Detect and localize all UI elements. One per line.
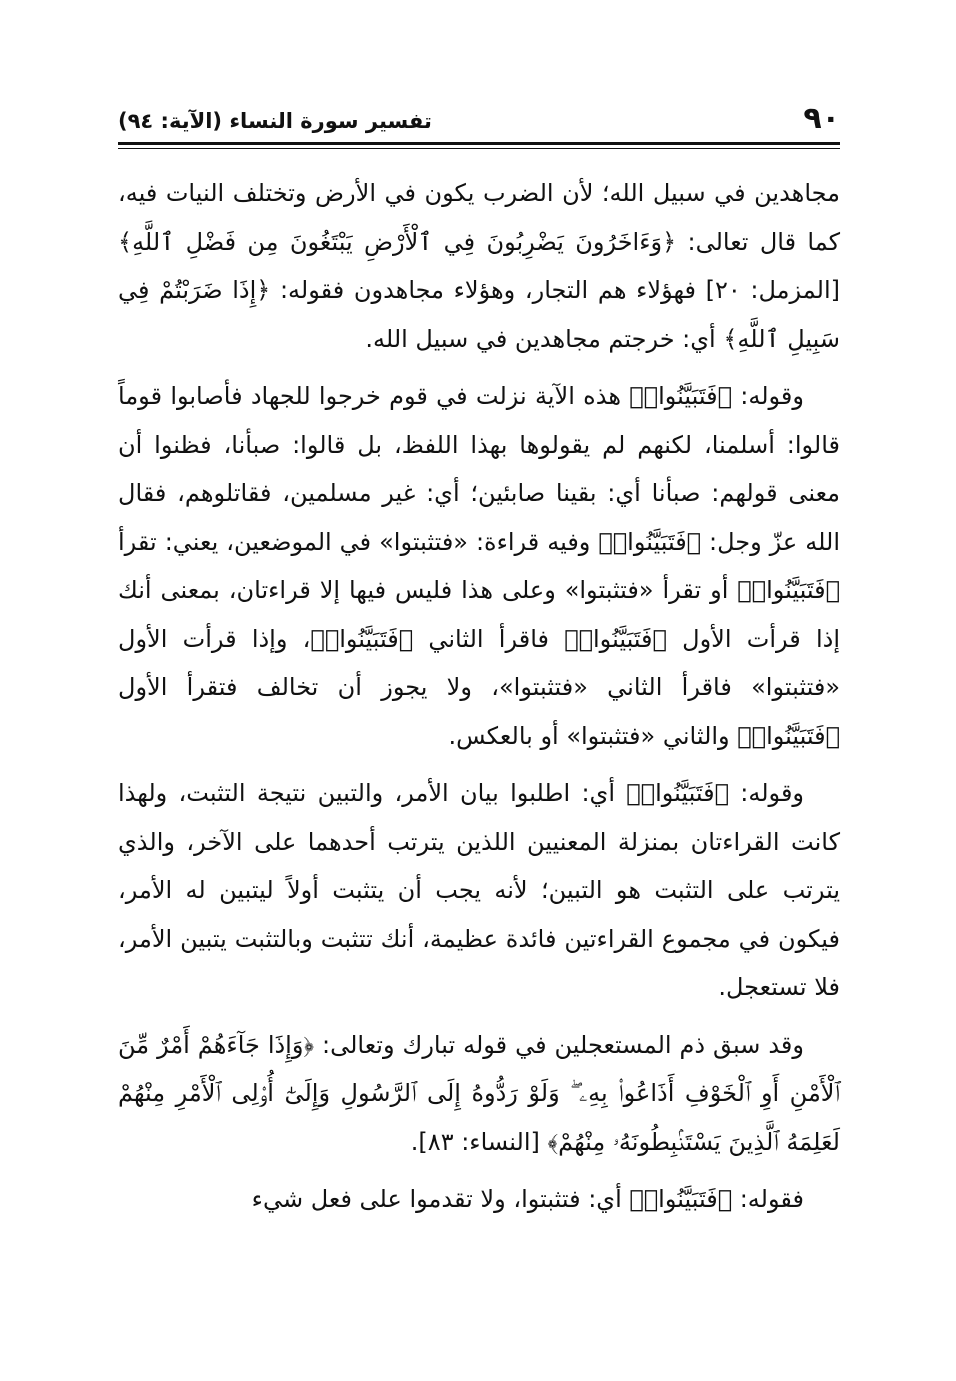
paragraph: فقوله: ﴿فَتَبَيَّنُوا۟﴾ أي: فتثبتوا، ولا تقدموا على فعل شيء — [251, 1185, 804, 1213]
paragraph: وقوله: ﴿فَتَبَيَّنُوا۟﴾ أي: اطلبوا بيان الأمر، والتبين نتيجة التثبت، ولهذا كانت القراءتان بمنزلة المعنيين اللذين يترتب أحدهما على الآخر، والذي يترتب على التثبت هو التبين؛ لأنه يجب أن يتثبت أولاً ليتبين له الأمر، فيكون في مجموع القراءتين فائدة عظيمة، أنك تتثبت وبالتثبت يتبين الأمر، فلا تستعجل. — [118, 779, 840, 1001]
body-text — [118, 169, 840, 1224]
book-page — [118, 88, 840, 1233]
paragraph: وقوله: ﴿فَتَبَيَّنُوا۟﴾ هذه الآية نزلت في قوم خرجوا للجهاد فأصابوا قوماً قالوا: أسلمنا، لكنهم لم يقولوها بهذا اللفظ، بل قالوا: صبأنا، فظنوا أن معنى قولهم: صبأنا أي: بقينا صابئين؛ أي: غير مسلمين، فقاتلوهم، فقال الله عزّ وجل: ﴿فَتَبَيَّنُوا۟﴾ وفيه قراءة: «فتثبتوا» في الموضعين، يعني: تقرأ ﴿فَتَبَيَّنُوا۟﴾ أو تقرأ «فتثبتوا» وعلى هذا فليس فيها إلا قراءتان، بمعنى أنك إذا قرأت الأول ﴿فَتَبَيَّنُوا۟﴾ فاقرأ الثاني ﴿فَتَبَيَّنُوا۟﴾، وإذا قرأت الأول «فتثبتوا» فاقرأ الثاني «فتثبتوا»، ولا يجوز أن تخالف فتقرأ الأول ﴿فَتَبَيَّنُوا۟﴾ والثاني «فتثبتوا» أو بالعكس. — [118, 382, 840, 750]
paragraph: وقد سبق ذم المستعجلين في قوله تبارك وتعالى: ﴿وَإِذَا جَآءَهُمْ أَمْرٌ مِّنَ ٱلْأَمْنِ أَوِ ٱلْخَوْفِ أَذَاعُوا۟ بِهِۦ ۖ وَلَوْ رَدُّوهُ إِلَى ٱلرَّسُولِ وَإِلَىٰٓ أُو۟لِى ٱلْأَمْرِ مِنْهُمْ لَعَلِمَهُ ٱلَّذِينَ يَسْتَنۢبِطُونَهُۥ مِنْهُمْ﴾ [النساء: ٨٣]. — [118, 1030, 840, 1156]
page-number: ٩٠ — [803, 101, 840, 136]
paragraph: مجاهدين في سبيل الله؛ لأن الضرب يكون في الأرض وتختلف النيات فيه، كما قال تعالى: ﴿وَءَاخَرُونَ يَضْرِبُونَ فِي ٱلْأَرْضِ يَبْتَغُونَ مِن فَضْلِ ٱللَّهِ﴾ [المزمل: ٢٠] فهؤلاء هم التجار، وهؤلاء مجاهدون فقوله: ﴿إِذَا ضَرَبْتُمْ فِي سَبِيلِ ٱللَّهِ﴾ أي: خرجتم مجاهدين في سبيل الله. — [118, 179, 840, 353]
header-rule-thick — [118, 142, 840, 145]
running-title: تفسير سورة النساء (الآية: ٩٤) — [118, 108, 432, 133]
header-rule-thin — [118, 148, 840, 149]
page-header — [118, 88, 840, 140]
